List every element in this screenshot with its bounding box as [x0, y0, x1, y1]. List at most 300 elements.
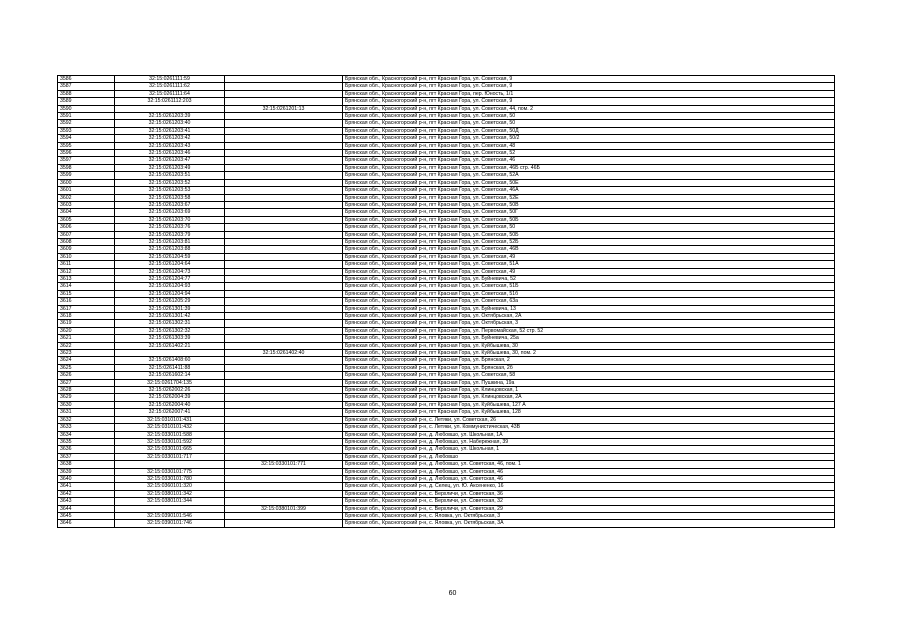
registry-table — [57, 75, 835, 528]
row-number-cell: 3638 — [58, 461, 115, 468]
cadastral-number-cell: 32:15:0261204:94 — [115, 290, 225, 297]
table-row — [58, 416, 835, 423]
premises-number-cell — [225, 364, 343, 371]
address-cell: Брянская обл., Красногорский р-н, пгт Красная Гора, ул. Советская, 50Д — [343, 127, 835, 134]
cadastral-number-cell: 32:15:0261112:203 — [115, 98, 225, 105]
row-number-cell: 3629 — [58, 394, 115, 401]
cadastral-number-cell: 32:15:0261203:76 — [115, 224, 225, 231]
table-row — [58, 327, 835, 334]
cadastral-number-cell: 32:15:0310101:432 — [115, 424, 225, 431]
cadastral-number-cell: 32:15:0261111:59 — [115, 76, 225, 83]
address-cell: Брянская обл., Красногорский р-н, пгт Красная Гора, ул. Советская, 46Б стр. 46Б — [343, 164, 835, 171]
address-cell: Брянская обл., Красногорский р-н, д. Селец, ул. Ю. Аксененко, 16 — [343, 483, 835, 490]
address-cell: Брянская обл., Красногорский р-н, с. Летяки, ул. Советская, 26 — [343, 416, 835, 423]
address-cell: Брянская обл., Красногорский р-н, пгт Красная Гора, ул. Советская, 52А — [343, 172, 835, 179]
row-number-cell: 3625 — [58, 364, 115, 371]
address-cell: Брянская обл., Красногорский р-н, пгт Красная Гора, ул. Советская, 50Б — [343, 231, 835, 238]
table-row — [58, 313, 835, 320]
table-row — [58, 298, 835, 305]
table-row — [58, 187, 835, 194]
table-row — [58, 335, 835, 342]
premises-number-cell — [225, 231, 343, 238]
premises-number-cell — [225, 335, 343, 342]
address-cell: Брянская обл., Красногорский р-н, д. Любовшо, ул. Советская, 46 — [343, 468, 835, 475]
row-number-cell: 3599 — [58, 172, 115, 179]
row-number-cell: 3593 — [58, 127, 115, 134]
premises-number-cell — [225, 520, 343, 527]
premises-number-cell — [225, 187, 343, 194]
row-number-cell: 3645 — [58, 512, 115, 519]
row-number-cell: 3624 — [58, 357, 115, 364]
table-row — [58, 468, 835, 475]
address-cell: Брянская обл., Красногорский р-н, пгт Красная Гора, ул. Советская, 50Е — [343, 179, 835, 186]
table-row — [58, 275, 835, 282]
table-row — [58, 201, 835, 208]
table-row — [58, 231, 835, 238]
cadastral-number-cell: 32:15:0261203:58 — [115, 194, 225, 201]
premises-number-cell — [225, 142, 343, 149]
premises-number-cell — [225, 157, 343, 164]
premises-number-cell — [225, 394, 343, 401]
premises-number-cell — [225, 275, 343, 282]
address-cell: Брянская обл., Красногорский р-н, пгт Красная Гора, ул. Октябрьская, 2А — [343, 313, 835, 320]
cadastral-number-cell: 32:15:0330101:665 — [115, 446, 225, 453]
address-cell: Брянская обл., Красногорский р-н, пгт Красная Гора, ул. Буйневича, 25а — [343, 335, 835, 342]
premises-number-cell — [225, 305, 343, 312]
table-row — [58, 357, 835, 364]
address-cell: Брянская обл., Красногорский р-н, пгт Красная Гора, ул. Куйбышева, 128 — [343, 409, 835, 416]
table-row — [58, 401, 835, 408]
premises-number-cell — [225, 113, 343, 120]
row-number-cell: 3602 — [58, 194, 115, 201]
premises-number-cell — [225, 490, 343, 497]
row-number-cell: 3633 — [58, 424, 115, 431]
address-cell: Брянская обл., Красногорский р-н, пгт Красная Гора, ул. Клинцовская, 1 — [343, 387, 835, 394]
address-cell: Брянская обл., Красногорский р-н, с. Верхличи, ул. Советская, 36 — [343, 490, 835, 497]
address-cell: Брянская обл., Красногорский р-н, пгт Красная Гора, ул. Советская, 50 — [343, 120, 835, 127]
row-number-cell: 3637 — [58, 453, 115, 460]
table-row — [58, 424, 835, 431]
premises-number-cell: 32:15:0261201:13 — [225, 105, 343, 112]
premises-number-cell — [225, 246, 343, 253]
table-row — [58, 461, 835, 468]
table-row — [58, 150, 835, 157]
row-number-cell: 3644 — [58, 505, 115, 512]
premises-number-cell: 32:15:0330101:771 — [225, 461, 343, 468]
address-cell: Брянская обл., Красногорский р-н, пгт Красная Гора, ул. Советская, 50Г — [343, 209, 835, 216]
address-cell: Брянская обл., Красногорский р-н, д. Любовшо, ул. Школьная, 1 — [343, 446, 835, 453]
premises-number-cell — [225, 409, 343, 416]
cadastral-number-cell: 32:15:0261302:31 — [115, 320, 225, 327]
cadastral-number-cell: 32:15:0261203:42 — [115, 135, 225, 142]
address-cell: Брянская обл., Красногорский р-н, пгт Красная Гора, ул. Клинцовская, 2А — [343, 394, 835, 401]
cadastral-number-cell: 32:15:0261111:62 — [115, 83, 225, 90]
address-cell: Брянская обл., Красногорский р-н, д. Любовшо — [343, 453, 835, 460]
table-row — [58, 261, 835, 268]
cadastral-number-cell: 32:15:0262007:41 — [115, 409, 225, 416]
address-cell: Брянская обл., Красногорский р-н, пгт Красная Гора, ул. Октябрьская, 3 — [343, 320, 835, 327]
address-cell: Брянская обл., Красногорский р-н, пгт Красная Гора, ул. Советская, 51А — [343, 261, 835, 268]
cadastral-number-cell: 32:15:0261411:88 — [115, 364, 225, 371]
row-number-cell: 3610 — [58, 253, 115, 260]
table-row — [58, 142, 835, 149]
cadastral-number-cell: 32:15:0261204:93 — [115, 283, 225, 290]
row-number-cell: 3588 — [58, 90, 115, 97]
premises-number-cell — [225, 387, 343, 394]
table-row — [58, 320, 835, 327]
address-cell: Брянская обл., Красногорский р-н, пгт Красная Гора, ул. Советская, 9 — [343, 98, 835, 105]
cadastral-number-cell: 32:15:0262004:40 — [115, 401, 225, 408]
table-row — [58, 372, 835, 379]
table-row — [58, 157, 835, 164]
row-number-cell: 3596 — [58, 150, 115, 157]
row-number-cell: 3630 — [58, 401, 115, 408]
cadastral-number-cell: 32:15:0261111:64 — [115, 90, 225, 97]
cadastral-number-cell: 32:15:0261203:46 — [115, 150, 225, 157]
address-cell: Брянская обл., Красногорский р-н, пгт Красная Гора, ул. Советская, 9 — [343, 83, 835, 90]
row-number-cell: 3614 — [58, 283, 115, 290]
cadastral-number-cell: 32:15:0261301:42 — [115, 313, 225, 320]
table-row — [58, 120, 835, 127]
premises-number-cell — [225, 401, 343, 408]
cadastral-number-cell: 32:15:0261203:51 — [115, 172, 225, 179]
cadastral-number-cell: 32:15:0261402:21 — [115, 342, 225, 349]
address-cell: Брянская обл., Красногорский р-н, с. Верхличи, ул. Советская, 29 — [343, 505, 835, 512]
table-row — [58, 364, 835, 371]
premises-number-cell — [225, 431, 343, 438]
row-number-cell: 3619 — [58, 320, 115, 327]
row-number-cell: 3590 — [58, 105, 115, 112]
premises-number-cell — [225, 179, 343, 186]
table-row — [58, 246, 835, 253]
table-row — [58, 179, 835, 186]
row-number-cell: 3586 — [58, 76, 115, 83]
table-row — [58, 483, 835, 490]
cadastral-number-cell: 32:15:0261408:60 — [115, 357, 225, 364]
premises-number-cell — [225, 438, 343, 445]
cadastral-number-cell: 32:15:0330101:588 — [115, 431, 225, 438]
table-row — [58, 224, 835, 231]
cadastral-number-cell: 32:15:0261203:79 — [115, 231, 225, 238]
address-cell: Брянская обл., Красногорский р-н, пгт Красная Гора, ул. Советская, 52 — [343, 150, 835, 157]
premises-number-cell — [225, 194, 343, 201]
row-number-cell: 3641 — [58, 483, 115, 490]
table-row — [58, 379, 835, 386]
table-row — [58, 127, 835, 134]
address-cell: Брянская обл., Красногорский р-н, пгт Красная Гора, ул. Брянская, 2 — [343, 357, 835, 364]
cadastral-number-cell: 32:15:0261203:70 — [115, 216, 225, 223]
table-row — [58, 453, 835, 460]
row-number-cell: 3607 — [58, 231, 115, 238]
address-cell: Брянская обл., Красногорский р-н, пгт Красная Гора, ул. Советская, 58 — [343, 372, 835, 379]
premises-number-cell — [225, 76, 343, 83]
table-row — [58, 253, 835, 260]
cadastral-number-cell: 32:15:0261303:39 — [115, 335, 225, 342]
cadastral-number-cell: 32:15:0262002:26 — [115, 387, 225, 394]
premises-number-cell — [225, 290, 343, 297]
cadastral-number-cell — [115, 461, 225, 468]
row-number-cell: 3639 — [58, 468, 115, 475]
row-number-cell: 3621 — [58, 335, 115, 342]
premises-number-cell — [225, 416, 343, 423]
address-cell: Брянская обл., Красногорский р-н, пгт Красная Гора, ул. Буйневича, 13 — [343, 305, 835, 312]
cadastral-number-cell: 32:15:0261203:47 — [115, 157, 225, 164]
row-number-cell: 3636 — [58, 446, 115, 453]
premises-number-cell — [225, 498, 343, 505]
row-number-cell: 3592 — [58, 120, 115, 127]
address-cell: Брянская обл., Красногорский р-н, пгт Красная Гора, ул. Советская, 46В — [343, 246, 835, 253]
premises-number-cell — [225, 98, 343, 105]
premises-number-cell — [225, 83, 343, 90]
table-row — [58, 83, 835, 90]
row-number-cell: 3597 — [58, 157, 115, 164]
address-cell: Брянская обл., Красногорский р-н, пгт Красная Гора, ул. Советская, 49 — [343, 253, 835, 260]
table-row — [58, 194, 835, 201]
address-cell: Брянская обл., Красногорский р-н, с. Верхличи, ул. Советская, 32 — [343, 498, 835, 505]
address-cell: Брянская обл., Красногорский р-н, пгт Красная Гора, ул. Советская, 63а — [343, 298, 835, 305]
cadastral-number-cell: 32:15:0261203:67 — [115, 201, 225, 208]
row-number-cell: 3620 — [58, 327, 115, 334]
cadastral-number-cell — [115, 105, 225, 112]
cadastral-number-cell — [115, 350, 225, 357]
premises-number-cell — [225, 446, 343, 453]
page-number: 60 — [448, 590, 457, 597]
table-row — [58, 498, 835, 505]
cadastral-number-cell: 32:15:0261203:43 — [115, 142, 225, 149]
table-row — [58, 98, 835, 105]
cadastral-number-cell: 32:15:0330101:775 — [115, 468, 225, 475]
address-cell: Брянская обл., Красногорский р-н, пгт Красная Гора, ул. Советская, 52Б — [343, 238, 835, 245]
table-row — [58, 113, 835, 120]
cadastral-number-cell: 32:15:0261203:49 — [115, 164, 225, 171]
premises-number-cell — [225, 283, 343, 290]
cadastral-number-cell: 32:15:0261204:64 — [115, 261, 225, 268]
row-number-cell: 3611 — [58, 261, 115, 268]
premises-number-cell — [225, 172, 343, 179]
premises-number-cell — [225, 164, 343, 171]
row-number-cell: 3634 — [58, 431, 115, 438]
row-number-cell: 3642 — [58, 490, 115, 497]
table-row — [58, 446, 835, 453]
premises-number-cell — [225, 424, 343, 431]
table-row — [58, 238, 835, 245]
address-cell: Брянская обл., Красногорский р-н, с. Яловка, ул. Октябрьская, 3 — [343, 512, 835, 519]
address-cell: Брянская обл., Красногорский р-н, пгт Красная Гора, ул. Советская, 50/2 — [343, 135, 835, 142]
row-number-cell: 3617 — [58, 305, 115, 312]
cadastral-number-cell: 32:15:0261203:41 — [115, 127, 225, 134]
premises-number-cell — [225, 261, 343, 268]
address-cell: Брянская обл., Красногорский р-н, пгт Красная Гора, ул. Советская, 50В — [343, 201, 835, 208]
table-row — [58, 76, 835, 83]
cadastral-number-cell: 32:15:0261204:73 — [115, 268, 225, 275]
premises-number-cell — [225, 475, 343, 482]
row-number-cell: 3612 — [58, 268, 115, 275]
row-number-cell: 3635 — [58, 438, 115, 445]
address-cell: Брянская обл., Красногорский р-н, пгт Красная Гора, ул. Куйбышева, 127 А — [343, 401, 835, 408]
premises-number-cell — [225, 298, 343, 305]
table-row — [58, 342, 835, 349]
address-cell: Брянская обл., Красногорский р-н, пгт Красная Гора, ул. Советская, 51Б — [343, 283, 835, 290]
premises-number-cell — [225, 372, 343, 379]
cadastral-number-cell: 32:15:0261602:14 — [115, 372, 225, 379]
premises-number-cell — [225, 90, 343, 97]
address-cell: Брянская обл., Красногорский р-н, пгт Красная Гора, ул. Советская, 50Б — [343, 216, 835, 223]
address-cell: Брянская обл., Красногорский р-н, с. Летяки, ул. Коммунистическая, 43В — [343, 424, 835, 431]
premises-number-cell — [225, 327, 343, 334]
row-number-cell: 3604 — [58, 209, 115, 216]
cadastral-number-cell: 32:15:0390101:546 — [115, 512, 225, 519]
row-number-cell: 3595 — [58, 142, 115, 149]
table-row — [58, 135, 835, 142]
table-row — [58, 490, 835, 497]
address-cell: Брянская обл., Красногорский р-н, пгт Красная Гора, ул. Советская, 46 — [343, 157, 835, 164]
cadastral-number-cell: 32:15:0261704:135 — [115, 379, 225, 386]
table-row — [58, 216, 835, 223]
table-row — [58, 209, 835, 216]
row-number-cell: 3618 — [58, 313, 115, 320]
cadastral-number-cell: 32:15:0390101:746 — [115, 520, 225, 527]
cadastral-number-cell: 32:15:0261203:40 — [115, 120, 225, 127]
premises-number-cell — [225, 150, 343, 157]
address-cell: Брянская обл., Красногорский р-н, пгт Красная Гора, ул. Брянская, 2б — [343, 364, 835, 371]
table-row — [58, 409, 835, 416]
cadastral-number-cell: 32:15:0330101:592 — [115, 438, 225, 445]
table-row — [58, 305, 835, 312]
premises-number-cell — [225, 342, 343, 349]
row-number-cell: 3591 — [58, 113, 115, 120]
address-cell: Брянская обл., Красногорский р-н, пгт Красная Гора, ул. Советская, 44, пом. 2 — [343, 105, 835, 112]
table-row — [58, 105, 835, 112]
address-cell: Брянская обл., Красногорский р-н, пгт Красная Гора, пер. Юность, 1/1 — [343, 90, 835, 97]
row-number-cell: 3628 — [58, 387, 115, 394]
row-number-cell: 3603 — [58, 201, 115, 208]
row-number-cell: 3622 — [58, 342, 115, 349]
premises-number-cell — [225, 268, 343, 275]
premises-number-cell — [225, 379, 343, 386]
row-number-cell: 3613 — [58, 275, 115, 282]
table-row — [58, 475, 835, 482]
cadastral-number-cell: 32:15:0261203:39 — [115, 113, 225, 120]
premises-number-cell — [225, 120, 343, 127]
cadastral-number-cell: 32:15:0261203:88 — [115, 246, 225, 253]
premises-number-cell — [225, 209, 343, 216]
row-number-cell: 3594 — [58, 135, 115, 142]
cadastral-number-cell: 32:15:0380101:342 — [115, 490, 225, 497]
cadastral-number-cell: 32:15:0380101:344 — [115, 498, 225, 505]
premises-number-cell: 32:15:0380101:399 — [225, 505, 343, 512]
row-number-cell: 3632 — [58, 416, 115, 423]
address-cell: Брянская обл., Красногорский р-н, пгт Красная Гора, ул. Советская, 49 — [343, 268, 835, 275]
cadastral-number-cell: 32:15:0330101:717 — [115, 453, 225, 460]
cadastral-number-cell: 32:15:0261204:77 — [115, 275, 225, 282]
address-cell: Брянская обл., Красногорский р-н, д. Любовшо, ул. Советская, 46, пом. 1 — [343, 461, 835, 468]
cadastral-number-cell: 32:15:0261204:59 — [115, 253, 225, 260]
table-row — [58, 283, 835, 290]
cadastral-number-cell: 32:15:0261203:69 — [115, 209, 225, 216]
cadastral-number-cell: 32:15:0310101:431 — [115, 416, 225, 423]
address-cell: Брянская обл., Красногорский р-н, д. Любовшо, ул. Школьная, 1А — [343, 431, 835, 438]
cadastral-number-cell: 32:15:0261203:52 — [115, 179, 225, 186]
table-row — [58, 387, 835, 394]
address-cell: Брянская обл., Красногорский р-н, пгт Красная Гора, ул. Советская, 9 — [343, 76, 835, 83]
row-number-cell: 3606 — [58, 224, 115, 231]
address-cell: Брянская обл., Красногорский р-н, пгт Красная Гора, ул. Советская, 48 — [343, 142, 835, 149]
premises-number-cell — [225, 201, 343, 208]
premises-number-cell — [225, 216, 343, 223]
row-number-cell: 3601 — [58, 187, 115, 194]
cadastral-number-cell — [115, 505, 225, 512]
table-row — [58, 438, 835, 445]
cadastral-number-cell: 32:15:0261302:32 — [115, 327, 225, 334]
table-row — [58, 520, 835, 527]
row-number-cell: 3608 — [58, 238, 115, 245]
address-cell: Брянская обл., Красногорский р-н, пгт Красная Гора, ул. Советская, 50 — [343, 224, 835, 231]
premises-number-cell — [225, 512, 343, 519]
row-number-cell: 3600 — [58, 179, 115, 186]
row-number-cell: 3609 — [58, 246, 115, 253]
table-row — [58, 90, 835, 97]
premises-number-cell — [225, 238, 343, 245]
address-cell: Брянская обл., Красногорский р-н, пгт Красная Гора, ул. Куйбышева, 30 — [343, 342, 835, 349]
row-number-cell: 3615 — [58, 290, 115, 297]
row-number-cell: 3623 — [58, 350, 115, 357]
address-cell: Брянская обл., Красногорский р-н, пгт Красная Гора, ул. Буйневича, 52 — [343, 275, 835, 282]
table-row — [58, 505, 835, 512]
cadastral-number-cell: 32:15:0262004:39 — [115, 394, 225, 401]
address-cell: Брянская обл., Красногорский р-н, пгт Красная Гора, ул. Советская, 50 — [343, 113, 835, 120]
cadastral-number-cell: 32:15:0261301:39 — [115, 305, 225, 312]
row-number-cell: 3646 — [58, 520, 115, 527]
premises-number-cell — [225, 253, 343, 260]
cadastral-number-cell: 32:15:0360101:320 — [115, 483, 225, 490]
cadastral-number-cell: 32:15:0330101:780 — [115, 475, 225, 482]
row-number-cell: 3631 — [58, 409, 115, 416]
row-number-cell: 3598 — [58, 164, 115, 171]
row-number-cell: 3587 — [58, 83, 115, 90]
row-number-cell: 3589 — [58, 98, 115, 105]
address-cell: Брянская обл., Красногорский р-н, пгт Красная Гора, ул. Куйбышева, 30, пом. 2 — [343, 350, 835, 357]
premises-number-cell — [225, 135, 343, 142]
address-cell: Брянская обл., Красногорский р-н, д. Любовшо, ул. Советская, 46 — [343, 475, 835, 482]
premises-number-cell — [225, 224, 343, 231]
premises-number-cell — [225, 320, 343, 327]
row-number-cell: 3626 — [58, 372, 115, 379]
table-row — [58, 164, 835, 171]
premises-number-cell — [225, 468, 343, 475]
premises-number-cell — [225, 357, 343, 364]
premises-number-cell — [225, 453, 343, 460]
address-cell: Брянская обл., Красногорский р-н, пгт Красная Гора, ул. Советская, 52Е — [343, 194, 835, 201]
premises-number-cell: 32:15:0261402:40 — [225, 350, 343, 357]
registry-table-body — [58, 76, 835, 528]
row-number-cell: 3627 — [58, 379, 115, 386]
premises-number-cell — [225, 127, 343, 134]
table-row — [58, 268, 835, 275]
row-number-cell: 3616 — [58, 298, 115, 305]
cadastral-number-cell: 32:15:0261205:29 — [115, 298, 225, 305]
row-number-cell: 3643 — [58, 498, 115, 505]
table-row — [58, 172, 835, 179]
address-cell: Брянская обл., Красногорский р-н, пгт Красная Гора, ул. Советская, 46А — [343, 187, 835, 194]
premises-number-cell — [225, 313, 343, 320]
table-row — [58, 512, 835, 519]
premises-number-cell — [225, 483, 343, 490]
address-cell: Брянская обл., Красногорский р-н, пгт Красная Гора, ул. Советская, 51б — [343, 290, 835, 297]
table-row — [58, 350, 835, 357]
table-row — [58, 394, 835, 401]
table-row — [58, 290, 835, 297]
cadastral-number-cell: 32:15:0261203:81 — [115, 238, 225, 245]
